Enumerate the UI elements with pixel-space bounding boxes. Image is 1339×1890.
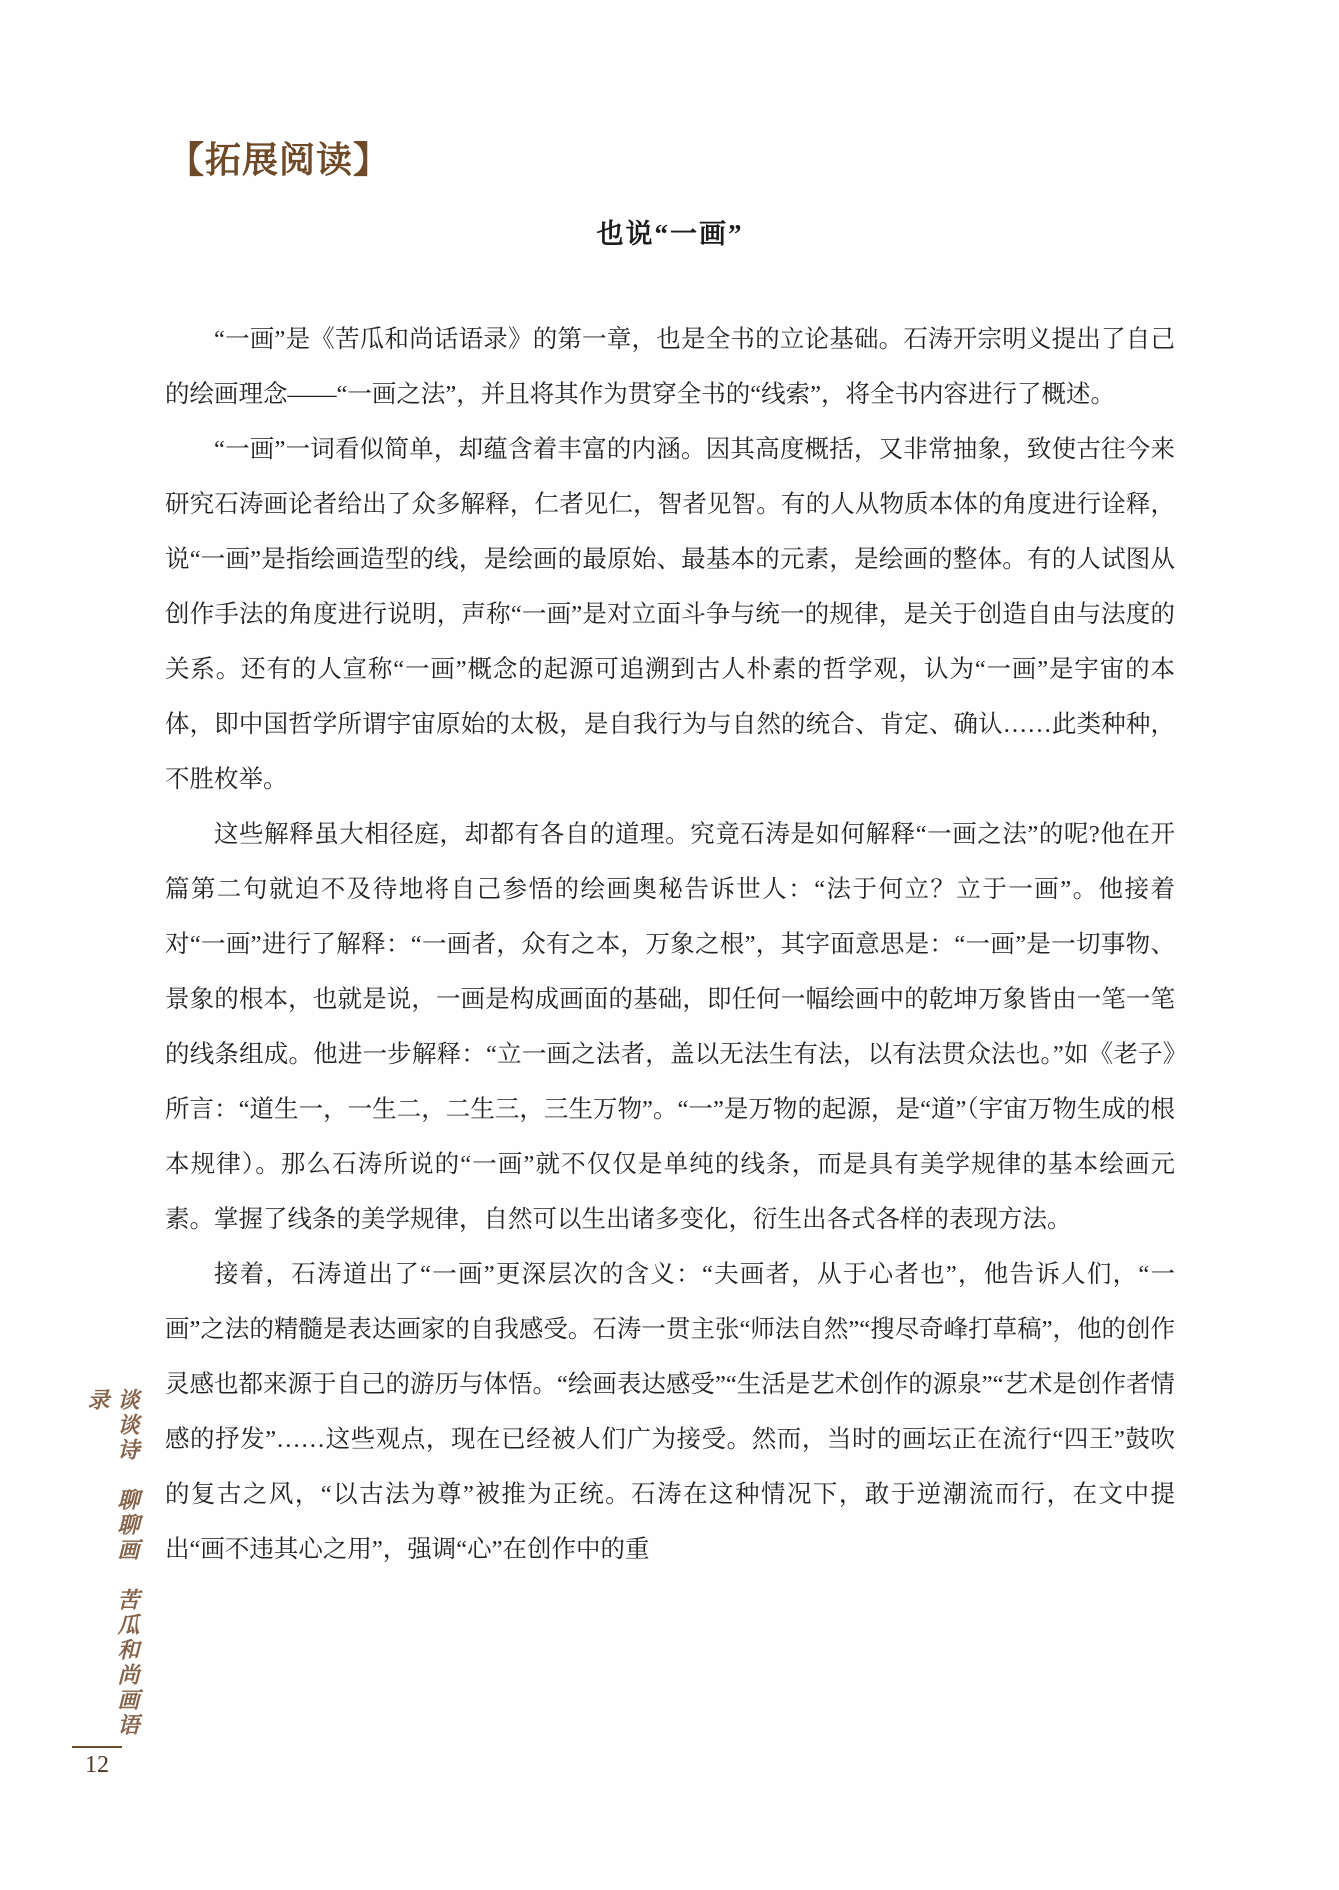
paragraph-3: 这些解释虽大相径庭，却都有各自的道理。究竟石涛是如何解释“一画之法”的呢?他在开篇第二句就迫不及待地将自己参悟的绘画奥秘告诉世人：“法于何立？立于一画”。他接着对“一画”进行了解释：“一画者，众有之本，万象之根”，其字面意思是：“一画”是一切事物、景象的根本，也就是说，一画是构成画面的基础，即任何一幅绘画中的乾坤万象皆由一笔一笔的线条组成。他进一步解释：“立一画之法者，盖以无法生有法，以有法贯众法也。”如《老子》所言：“道生一，一生二，二生三，三生万物”。“一”是万物的起源，是“道”（宇宙万物生成的根本规律）。那么石涛所说的“一画”就不仅仅是单纯的线条，而是具有美学规律的基本绘画元素。掌握了线条的美学规律，自然可以生出诸多变化，衍生出各式各样的表现方法。 [165,821,1175,1233]
article-title: 也说“一画” [596,219,744,249]
sidebar-book-title: 谈谈诗 聊聊画 苦瓜和尚画语录 [85,1388,140,1738]
paragraph-4: 接着，石涛道出了“一画”更深层次的含义：“夫画者，从于心者也”，他告诉人们，“一画”之法的精髓是表达画家的自我感受。石涛一贯主张“师法自然”“搜尽奇峰打草稿”，他的创作灵感也都来源于自己的游历与体悟。“绘画表达感受”“生活是艺术创作的源泉”“艺术是创作者情感的抒发”……这些观点，现在已经被人们广为接受。然而，当时的画坛正在流行“四王”鼓吹的复古之风，“以古法为尊”被推为正统。石涛在这种情况下，敢于逆潮流而行，在文中提出“画不违其心之用”，强调“心”在创作中的重 [165,1261,1175,1563]
page-number: 12 [85,1752,109,1778]
paragraph-1: “一画”是《苦瓜和尚话语录》的第一章，也是全书的立论基础。石涛开宗明义提出了自己的绘画理念——“一画之法”，并且将其作为贯穿全书的“线索”，将全书内容进行了概述。 [165,326,1175,408]
article-body [165,312,1175,1577]
page-number-divider [72,1746,122,1748]
paragraph-2: “一画”一词看似简单，却蕴含着丰富的内涵。因其高度概括，又非常抽象，致使古往今来研究石涛画论者给出了众多解释，仁者见仁，智者见智。有的人从物质本体的角度进行诠释，说“一画”是指绘画造型的线，是绘画的最原始、最基本的元素，是绘画的整体。有的人试图从创作手法的角度进行说明，声称“一画”是对立面斗争与统一的规律，是关于创造自由与法度的关系。还有的人宣称“一画”概念的起源可追溯到古人朴素的哲学观，认为“一画”是宇宙的本体，即中国哲学所谓宇宙原始的太极，是自我行为与自然的统合、肯定、确认……此类种种，不胜枚举。 [165,436,1175,793]
section-header: 【拓展阅读】 [168,140,391,180]
